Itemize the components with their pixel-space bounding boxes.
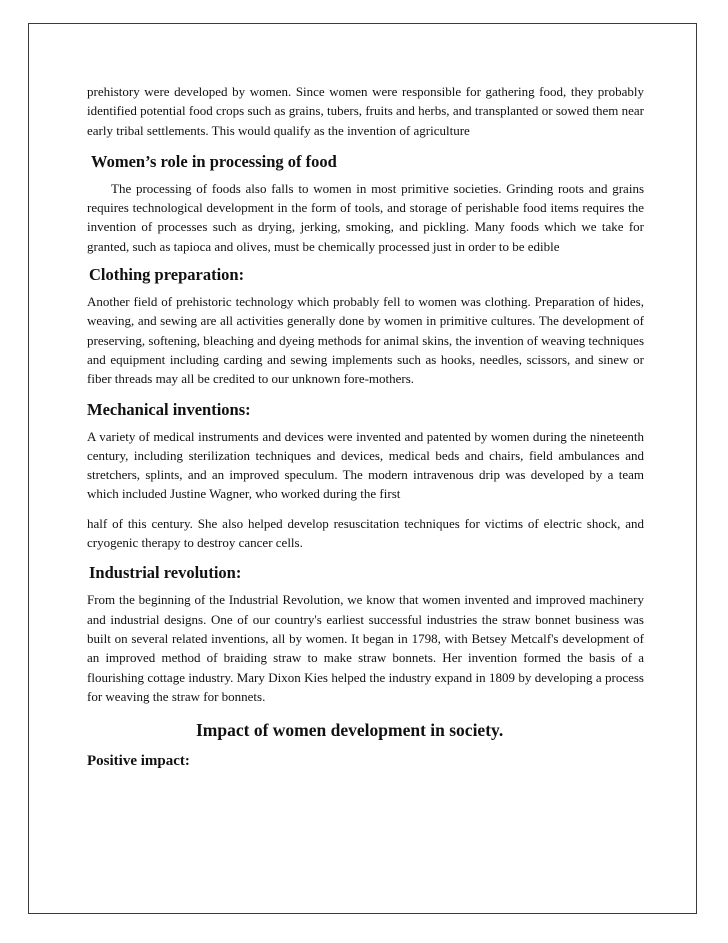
document-body — [87, 82, 644, 772]
paragraph-mechanical-inventions: A variety of medical instruments and devices were invented and patented by women during the nineteenth century, including sterilization techniques and devices, medical beds and chairs, field ambulances and stretchers, splints, and an improved speculum. The modern intravenous drip was developed by a team which included Justine Wagner, who worked during the first — [87, 428, 644, 502]
heading-clothing-preparation: Clothing preparation: — [89, 265, 245, 285]
paragraph-clothing-preparation: Another field of prehistoric technology which probably fell to women was clothing. Preparation of hides, weaving, and sewing are all activities generally done by women in primitive cultures. The development of preserving, softening, bleaching and dyeing methods for animal skins, the invention of weaving techniques and equipment including carding and sewing implements such as hooks, needles, scissors, and sinew or fiber threads may all be credited to our unknown fore-mothers. — [87, 294, 644, 387]
section-title-impact: Impact of women development in society. — [196, 720, 504, 741]
paragraph-industrial-revolution: From the beginning of the Industrial Revolution, we know that women invented and improved machinery and industrial designs. One of our country's earliest successful industries the straw bonnet business was built on several related inventions, all by women. It began in 1798, with Betsey Metcalf's development of an improved method of braiding straw to make straw bonnets. Her invention formed the basis of a flourishing cottage industry. Mary Dixon Kies helped the industry expand in 1809 by developing a process for weaving the straw for bonnets. — [87, 592, 644, 704]
paragraph-mechanical-continued: half of this century. She also helped develop resuscitation techniques for victims of electric shock, and cryogenic therapy to destroy cancer cells. — [87, 515, 644, 551]
heading-positive-impact: Positive impact: — [87, 753, 190, 770]
heading-processing-food: Women’s role in processing of food — [91, 151, 337, 171]
paragraph-intro: prehistory were developed by women. Since women were responsible for gathering food, they probably identified potential food crops such as grains, tubers, fruits and herbs, and transplanted or sowed them near early tribal settlements. This would qualify as the invention of agriculture — [87, 84, 644, 138]
paragraph-processing-food: The processing of foods also falls to women in most primitive societies. Grinding roots and grains requires technological development in the form of tools, and storage of perishable food items requires the invention of processes such as drying, jerking, smoking, and pickling. Many foods which we take for granted, such as tapioca and olives, must be chemically processed just in order to be edible — [87, 180, 644, 254]
heading-industrial-revolution: Industrial revolution: — [89, 563, 242, 583]
heading-mechanical-inventions: Mechanical inventions: — [87, 399, 251, 419]
